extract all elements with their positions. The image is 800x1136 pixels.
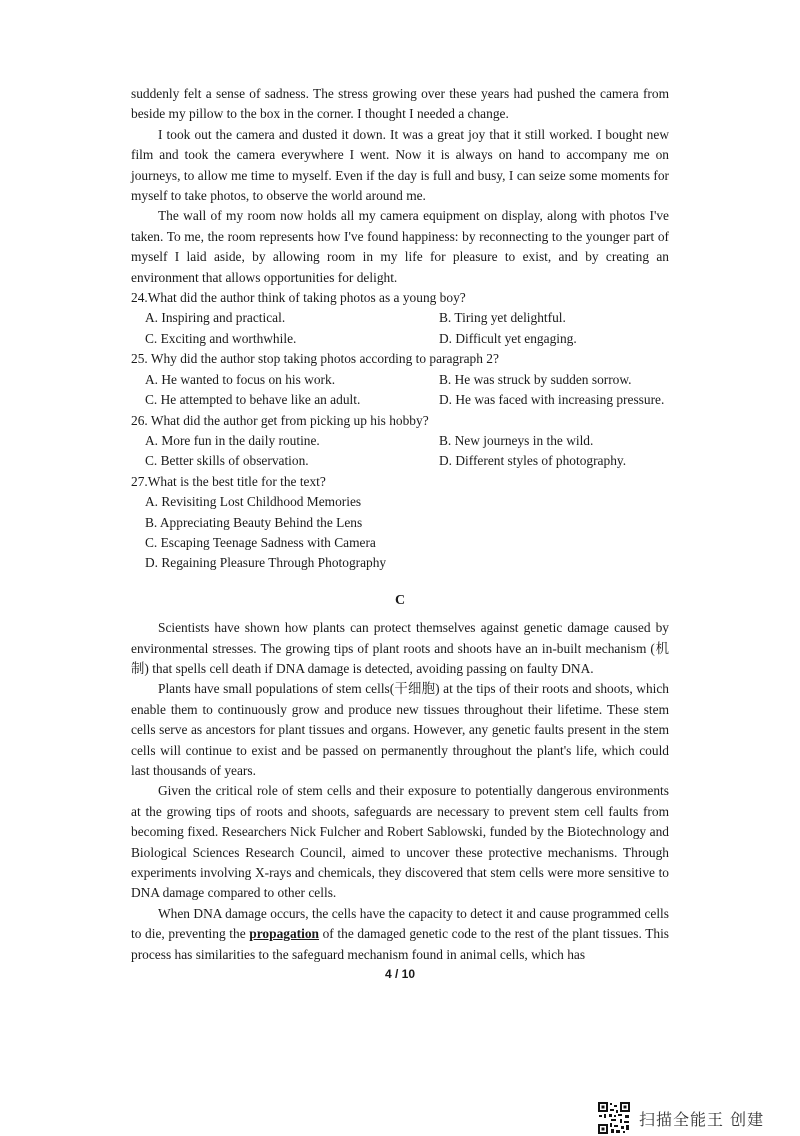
- option-d: D. Difficult yet engaging.: [439, 330, 577, 346]
- scanner-watermark: [597, 1100, 787, 1136]
- passage-c-paragraph-2: Plants have small populations of stem cells(干细胞) at the tips of their roots and shoots, which enable them to continuously grow and produce new tissues throughout their lifetime. These stem cells serve as ancestors for plant tissues and organs. However, any genetic faults present in the stem cells will continue to exist and be passed on permanently throughout the plant's life, which could last thousands of years.: [131, 681, 669, 778]
- option-d: D. Regaining Pleasure Through Photography: [145, 555, 387, 571]
- option-c: C. Escaping Teenage Sadness with Camera: [145, 534, 376, 550]
- page-number: 4 / 10: [384, 967, 416, 981]
- option-b: B. New journeys in the wild.: [439, 432, 594, 448]
- question-options: [131, 370, 669, 411]
- option-a: A. Inspiring and practical.: [145, 310, 286, 326]
- option-c: C. Better skills of observation.: [145, 453, 309, 469]
- option-c: C. He attempted to behave like an adult.: [145, 392, 361, 408]
- section-heading: C: [394, 592, 406, 608]
- question-25: [131, 349, 669, 410]
- passage-b-paragraph-2: I took out the camera and dusted it down. It was a great joy that it still worked. I bought new film and took the camera everywhere I went. Now it is always on hand to accompany me on journeys, to allow me time to myself. Even if the day is full and busy, I can seize some moments for myself to take photos, to observe the world around me.: [131, 126, 669, 204]
- question-stem: 27.What is the best title for the text?: [131, 473, 326, 489]
- page-content: [131, 84, 669, 965]
- passage-b-paragraph-3: The wall of my room now holds all my camera equipment on display, along with photos I've taken. To me, the room represents how I've found happiness: by reconnecting to the younger part of myself I laid aside, by allowing room in my life for pleasure to exist, and by creating an environment that allows opportunities for delight.: [131, 208, 669, 285]
- option-b: B. He was struck by sudden sorrow.: [439, 371, 632, 387]
- watermark-text: 扫描全能王 创建: [639, 1109, 765, 1129]
- question-options: [131, 308, 669, 349]
- question-stem: 25. Why did the author stop taking photos according to paragraph 2?: [131, 351, 499, 367]
- question-options: [131, 431, 669, 472]
- keyword-propagation: propagation: [249, 926, 319, 942]
- passage-c-paragraph-3: Given the critical role of stem cells and their exposure to potentially dangerous environments at the growing tips of roots and shoots, safeguards are necessary to prevent stem cell faults from becoming fixed. Researchers Nick Fulcher and Robert Sablowski, funded by the Biotechnology and Biological Sciences Research Council, aimed to uncover these protective mechanisms. Through experiments involving X-rays and chemicals, they discovered that stem cells were more sensitive to DNA damage compared to other cells.: [131, 783, 669, 901]
- option-c: C. Exciting and worthwhile.: [145, 330, 297, 346]
- option-b: B. Tiring yet delightful.: [439, 310, 566, 326]
- question-24: [131, 288, 669, 349]
- passage-b-paragraph-1: suddenly felt a sense of sadness. The stress growing over these years had pushed the camera from beside my pillow to the box in the corner. I thought I needed a change.: [131, 86, 669, 122]
- question-26: [131, 411, 669, 472]
- option-b: B. Appreciating Beauty Behind the Lens: [145, 514, 363, 530]
- question-stem: 24.What did the author think of taking photos as a young boy?: [131, 290, 466, 306]
- paragraph-text: of the damaged genetic code to the rest of the plant tissues. This process has similarities to the safeguard mechanism found in animal cells, which has: [131, 926, 670, 962]
- paragraph-text: When DNA damage occurs, the cells have the capacity to detect it and cause programmed cells to die, preventing the: [131, 905, 669, 942]
- question-stem: 26. What did the author get from picking up his hobby?: [131, 412, 429, 428]
- passage-c-paragraph-1: Scientists have shown how plants can protect themselves against genetic damage caused by environmental stresses. The growing tips of plant roots and shoots have an in-built mechanism (机制) that spells cell death if DNA damage is detected, avoiding passing on faulty DNA.: [131, 620, 669, 676]
- option-a: A. Revisiting Lost Childhood Memories: [145, 494, 362, 510]
- qr-code-icon: [597, 1101, 631, 1135]
- passage-c-paragraph-4: [131, 904, 669, 965]
- option-d: D. He was faced with increasing pressure.: [439, 392, 665, 408]
- question-27: [131, 472, 669, 574]
- option-a: A. More fun in the daily routine.: [145, 432, 320, 448]
- option-a: A. He wanted to focus on his work.: [145, 371, 336, 387]
- option-d: D. Different styles of photography.: [439, 453, 627, 469]
